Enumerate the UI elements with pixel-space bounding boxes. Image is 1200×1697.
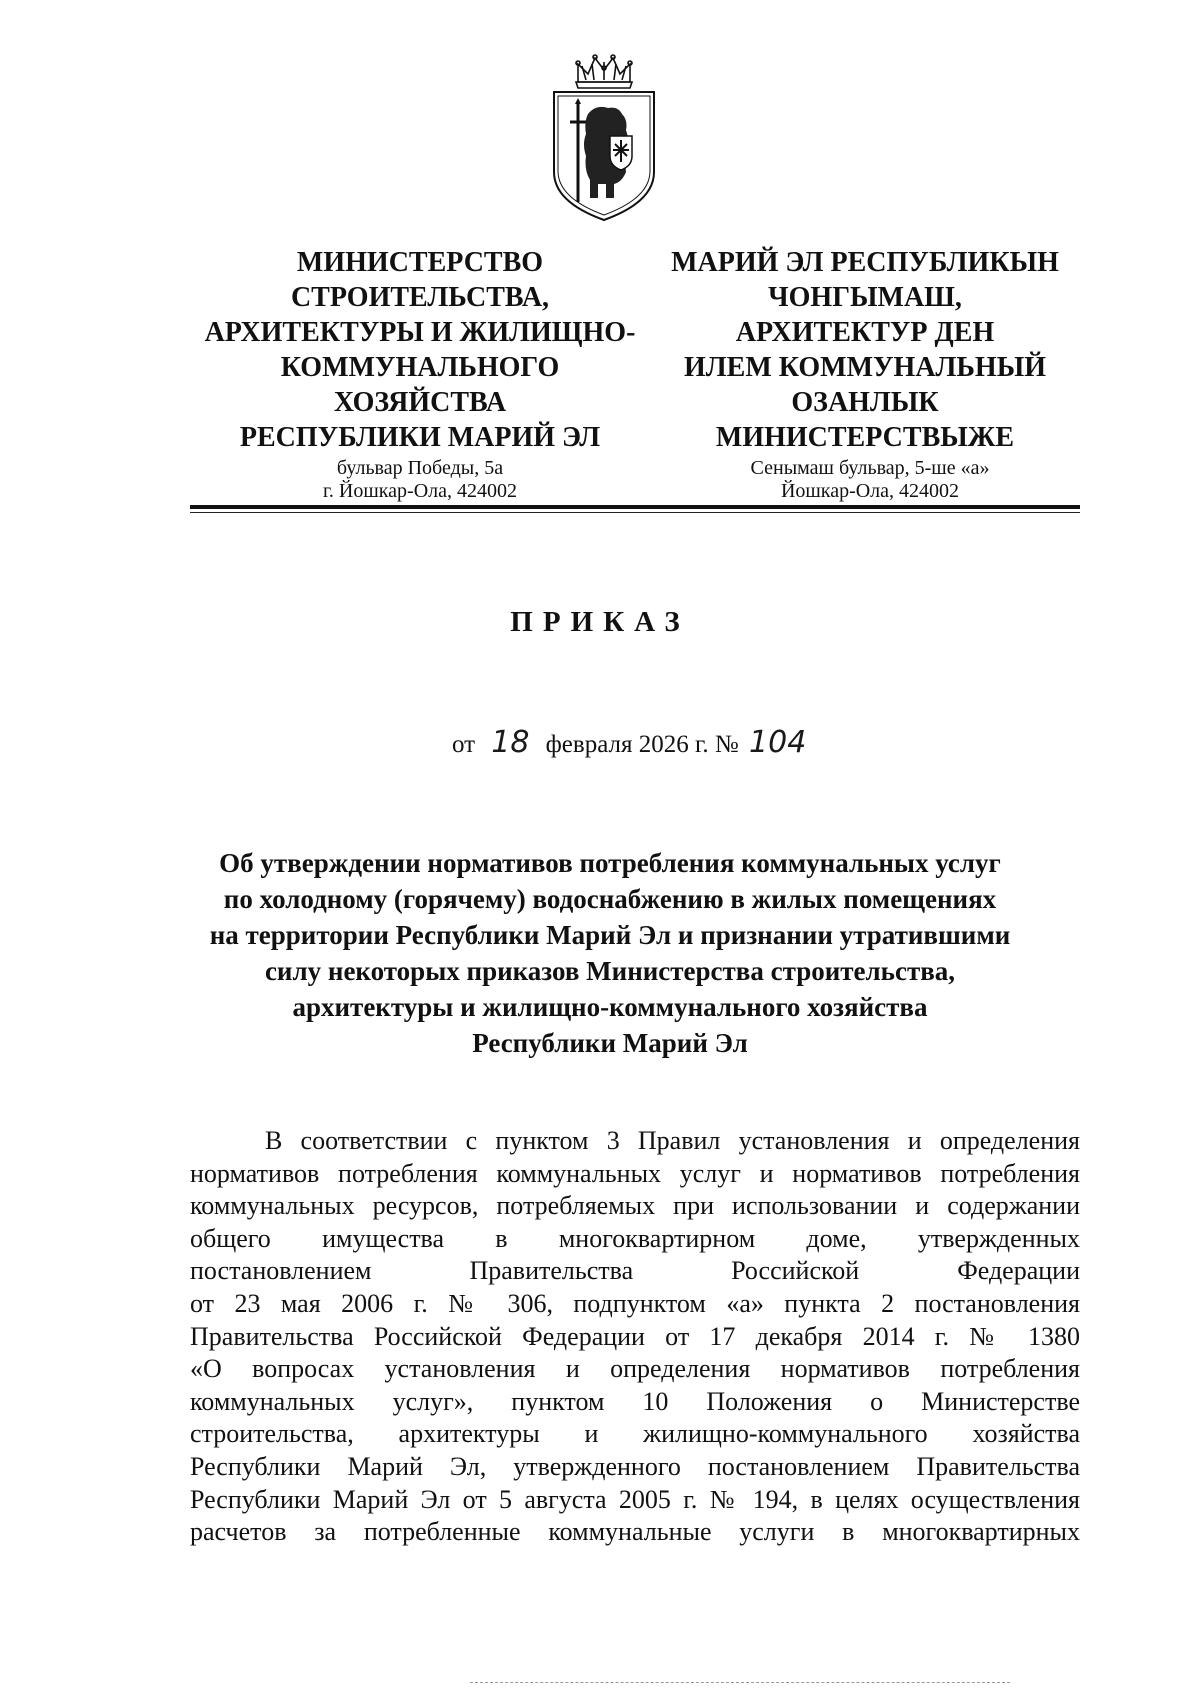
date-prefix: от bbox=[452, 731, 476, 758]
address-line: бульвар Победы, 5а bbox=[336, 457, 504, 479]
ministry-name-line: МИНИСТЕРСТВО bbox=[296, 247, 544, 278]
ministry-name-line: МАРИЙ ЭЛ РЕСПУБЛИКЫН bbox=[671, 247, 1059, 278]
address-line: Сенымаш бульвар, 5-ше «а» bbox=[750, 457, 990, 479]
body-line: коммунальных ресурсов, потребляемых при использовании и содержании bbox=[190, 1191, 1080, 1221]
body-line: Республики Марий Эл, утвержденного постановлением Правительства bbox=[190, 1451, 1080, 1481]
handwritten-order-number: 104 bbox=[749, 725, 807, 760]
subject-line: Республики Марий Эл bbox=[472, 1028, 748, 1058]
subject-line: по холодному (горячему) водоснабжению в жилых помещениях bbox=[223, 884, 997, 914]
body-line: общего имущества в многоквартирном доме, утвержденных bbox=[190, 1223, 1080, 1253]
address-mari bbox=[720, 457, 1020, 503]
subject-line: силу некоторых приказов Министерства строительства, bbox=[264, 956, 956, 986]
body-line: постановлением Правительства Российской Федерации bbox=[190, 1256, 1080, 1286]
subject-line: Об утверждении нормативов потребления коммунальных услуг bbox=[219, 848, 1001, 878]
ministry-name-line: ИЛЕМ КОММУНАЛЬНЫЙ bbox=[684, 352, 1046, 383]
body-line: от 23 мая 2006 г. № 306, подпунктом «а» пункта 2 постановления bbox=[190, 1288, 1080, 1318]
ministry-name-line: КОММУНАЛЬНОГО bbox=[280, 352, 560, 383]
address-line: г. Йошкар-Ола, 424002 bbox=[322, 480, 518, 502]
body-line: Правительства Российской Федерации от 17 декабря 2014 г. № 1380 bbox=[190, 1321, 1080, 1351]
ministry-name-mari bbox=[660, 245, 1070, 455]
subject-line: на территории Республики Марий Эл и признании утратившими bbox=[209, 920, 1011, 950]
ministry-name-line: ОЗАНЛЫК bbox=[791, 387, 939, 418]
ministry-name-line: АРХИТЕКТУРЫ И ЖИЛИЩНО- bbox=[204, 317, 636, 348]
body-line: «О вопросах установления и определения нормативов потребления bbox=[190, 1354, 1080, 1384]
header-divider-thin bbox=[190, 512, 1080, 513]
ministry-name-russian bbox=[190, 245, 650, 455]
date-month-year: февраля 2026 г. № bbox=[545, 731, 739, 758]
document-type-title: ПРИКАЗ bbox=[510, 606, 690, 638]
ministry-name-line: МИНИСТЕРСТВЫЖЕ bbox=[715, 422, 1015, 453]
body-line: коммунальных услуг», пунктом 10 Положения о Министерстве bbox=[190, 1386, 1080, 1416]
body-line: Республики Марий Эл от 5 августа 2005 г. № 194, в целях осуществления bbox=[190, 1484, 1080, 1514]
ministry-name-line: СТРОИТЕЛЬСТВА, bbox=[290, 282, 550, 313]
ministry-name-line: АРХИТЕКТУР ДЕН bbox=[735, 317, 995, 348]
subject-line: архитектуры и жилищно-коммунального хозяйства bbox=[292, 992, 928, 1022]
header-divider-thick bbox=[190, 505, 1080, 509]
order-subject bbox=[170, 845, 1050, 1061]
address-line: Йошкар-Ола, 424002 bbox=[780, 480, 960, 502]
body-line: нормативов потребления коммунальных услуг и нормативов потребления bbox=[190, 1158, 1080, 1188]
coat-of-arms-emblem bbox=[548, 52, 660, 224]
body-line: В соответствии с пунктом 3 Правил установления и определения bbox=[265, 1126, 1080, 1155]
body-line: расчетов за потребленные коммунальные услуги в многоквартирных bbox=[190, 1517, 1080, 1547]
order-body-paragraph bbox=[190, 1125, 1080, 1549]
scan-bottom-edge-mark bbox=[470, 1682, 1010, 1684]
address-russian bbox=[260, 457, 580, 503]
handwritten-day: 18 bbox=[491, 725, 530, 760]
body-line: строительства, архитектуры и жилищно-коммунального хозяйства bbox=[190, 1419, 1080, 1449]
date-number-line bbox=[452, 725, 806, 760]
ministry-name-line: ХОЗЯЙСТВА bbox=[333, 387, 507, 418]
ministry-name-line: ЧОНГЫМАШ, bbox=[768, 282, 962, 313]
ministry-name-line: РЕСПУБЛИКИ МАРИЙ ЭЛ bbox=[239, 422, 601, 453]
